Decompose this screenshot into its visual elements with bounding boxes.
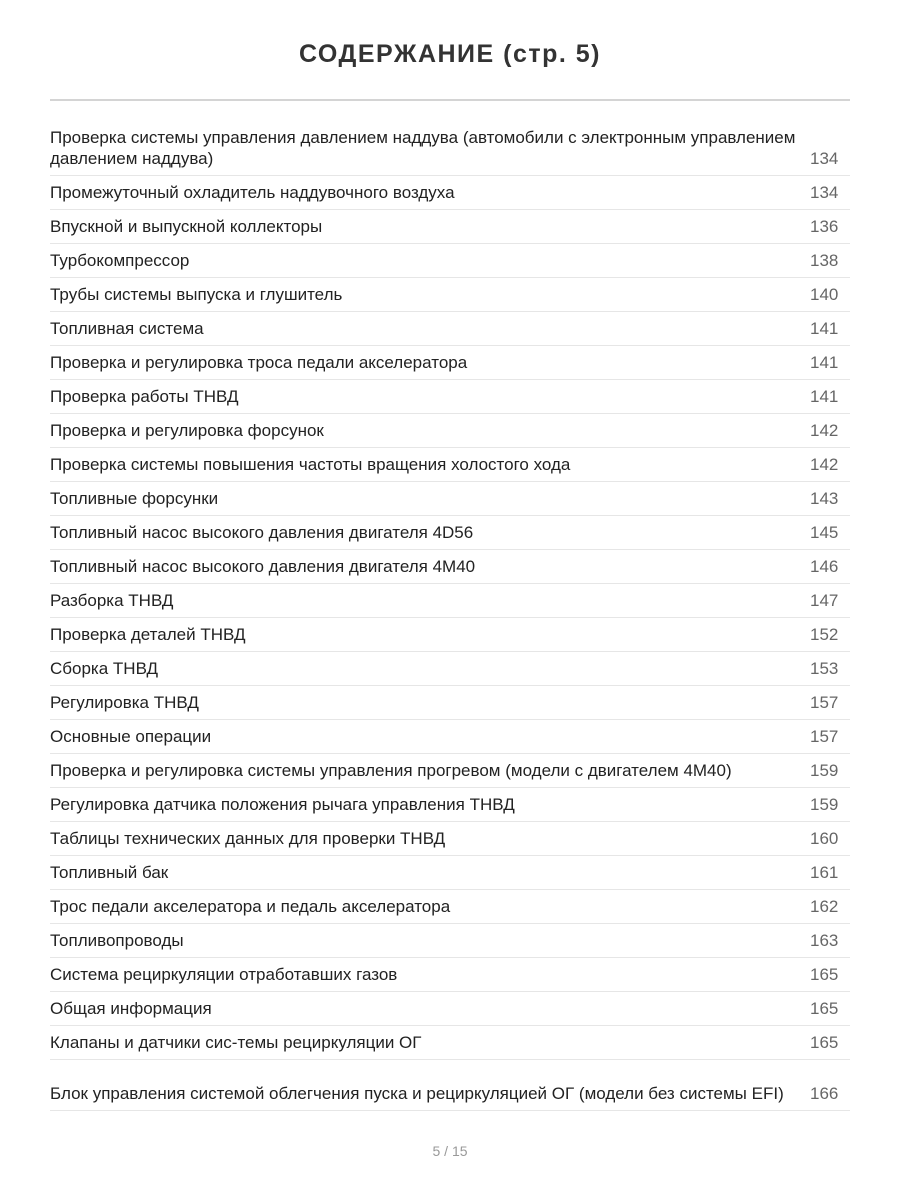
toc-entry-page: 136 (810, 217, 839, 236)
toc-entry-title: Топливный бак (50, 863, 169, 882)
toc-entry-page: 142 (810, 455, 839, 474)
toc-entry[interactable] (50, 244, 850, 278)
toc-entry[interactable] (50, 278, 850, 312)
toc-entry-title: Трос педали акселератора и педаль акселератора (50, 897, 451, 916)
toc-entry-page: 165 (810, 999, 839, 1018)
toc-entry-title: Общая информация (50, 999, 212, 1018)
toc-entry[interactable] (50, 550, 850, 584)
toc-entry-page: 152 (810, 625, 839, 644)
toc-entry[interactable] (50, 686, 850, 720)
toc-entry-title: Топливные форсунки (50, 489, 219, 508)
toc-entry[interactable] (50, 125, 850, 176)
toc-entry[interactable] (50, 210, 850, 244)
toc-entry-title: Проверка системы управления давлением наддува (автомобили с электронным управлением давлением наддува) (50, 128, 796, 168)
toc-entry-page: 142 (810, 421, 839, 440)
toc-entry[interactable] (50, 482, 850, 516)
toc-entry[interactable] (50, 618, 850, 652)
toc-entry-title: Топливный насос высокого давления двигателя 4D56 (50, 523, 474, 542)
toc-entry[interactable] (50, 346, 850, 380)
toc-entry[interactable] (50, 448, 850, 482)
page-title: СОДЕРЖАНИЕ (стр. 5) (298, 40, 602, 68)
toc-entry-page: 143 (810, 489, 839, 508)
toc-entry[interactable] (50, 822, 850, 856)
toc-entry-page: 165 (810, 965, 839, 984)
toc-entry-page: 153 (810, 659, 839, 678)
toc-entry-page: 141 (810, 353, 839, 372)
page-counter: 5 / 15 (432, 1143, 468, 1159)
toc-entry[interactable] (50, 1026, 850, 1060)
toc-entry-page: 134 (810, 149, 839, 168)
toc-entry-title: Топливная система (50, 319, 204, 338)
toc-entry-page: 157 (810, 693, 839, 712)
toc-entry-title: Регулировка ТНВД (50, 693, 199, 712)
toc-entry-title: Топливопроводы (50, 931, 184, 950)
toc-entry[interactable] (50, 754, 850, 788)
toc-entry-title: Проверка работы ТНВД (50, 387, 239, 406)
toc-entry[interactable] (50, 788, 850, 822)
toc-entry-title: Турбокомпрессор (50, 251, 190, 270)
toc-entry[interactable] (50, 652, 850, 686)
toc-entry-title: Проверка и регулировка троса педали акселератора (50, 353, 468, 372)
toc-entry[interactable] (50, 720, 850, 754)
toc-entry-page: 147 (810, 591, 839, 610)
toc-entry-title: Регулировка датчика положения рычага управления ТНВД (50, 795, 515, 814)
toc-entry[interactable] (50, 176, 850, 210)
toc-entry-page: 146 (810, 557, 839, 576)
toc-entry-title: Проверка и регулировка системы управления прогревом (модели с двигателем 4М40) (50, 761, 732, 780)
toc-entry-title: Промежуточный охладитель наддувочного воздуха (50, 183, 455, 202)
toc-entry-title: Сборка ТНВД (50, 659, 159, 678)
toc-entry-page: 159 (810, 795, 839, 814)
toc-entry-title: Трубы системы выпуска и глушитель (50, 285, 343, 304)
toc-entry-page: 166 (810, 1084, 839, 1103)
toc-entry-page: 159 (810, 761, 839, 780)
toc-entry-page: 141 (810, 387, 839, 406)
toc-entry-title: Таблицы технических данных для проверки ТНВД (50, 829, 446, 848)
toc-entry-title: Впускной и выпускной коллекторы (50, 217, 323, 236)
toc-entry-title: Блок управления системой облегчения пуска и рециркуляцией ОГ (модели без системы EFI) (50, 1084, 784, 1103)
toc-entry[interactable] (50, 958, 850, 992)
toc-entry-page: 134 (810, 183, 839, 202)
toc-entry[interactable] (50, 312, 850, 346)
toc-entry-title: Система рециркуляции отработавших газов (50, 965, 398, 984)
toc-entry-page: 161 (810, 863, 839, 882)
toc-entry-page: 162 (810, 897, 839, 916)
toc-entry[interactable] (50, 516, 850, 550)
toc-entry-page: 141 (810, 319, 839, 338)
toc-entry[interactable] (50, 924, 850, 958)
toc-entry[interactable] (50, 1060, 850, 1111)
toc-entry-page: 140 (810, 285, 839, 304)
toc-entry-page: 145 (810, 523, 839, 542)
toc-entry[interactable] (50, 992, 850, 1026)
toc-entry-page: 138 (810, 251, 839, 270)
toc-entry[interactable] (50, 856, 850, 890)
toc-entry-page: 165 (810, 1033, 839, 1052)
toc-entry[interactable] (50, 890, 850, 924)
toc-entry-title: Проверка деталей ТНВД (50, 625, 246, 644)
toc-entry[interactable] (50, 414, 850, 448)
toc-entry[interactable] (50, 584, 850, 618)
toc-entry-page: 163 (810, 931, 839, 950)
toc-entry-title: Разборка ТНВД (50, 591, 174, 610)
toc-entry-page: 157 (810, 727, 839, 746)
toc-entry-title: Топливный насос высокого давления двигателя 4М40 (50, 557, 476, 576)
toc-entry-title: Клапаны и датчики сис-темы рециркуляции ОГ (50, 1033, 422, 1052)
toc-entry-title: Основные операции (50, 727, 212, 746)
table-of-contents (50, 125, 850, 1111)
toc-entry-title: Проверка и регулировка форсунок (50, 421, 324, 440)
toc-entry[interactable] (50, 380, 850, 414)
title-divider (50, 99, 850, 101)
toc-entry-page: 160 (810, 829, 839, 848)
toc-entry-title: Проверка системы повышения частоты вращения холостого хода (50, 455, 571, 474)
